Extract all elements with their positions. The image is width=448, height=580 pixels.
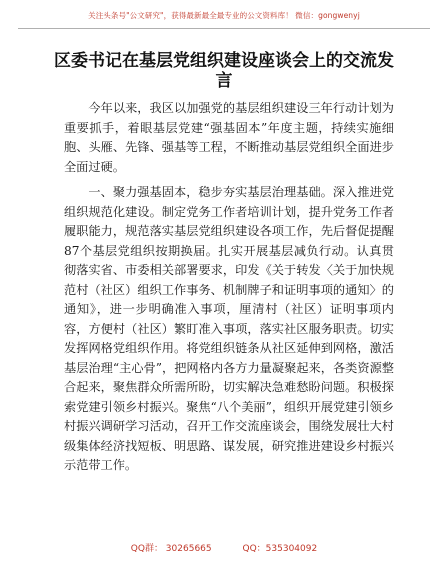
document-title: 区委书记在基层党组织建设座谈会上的交流发言: [54, 51, 394, 91]
footer-qq-group: QQ群： 30265665: [130, 544, 212, 554]
paragraph-section-1: 一、聚力强基固本，稳步夯实基层治理基础。深入推进党组织规范化建设。制定党务工作者培训计划，提升党务工作者履职能力，规范落实基层党组织建设各项工作，先后督促提醒87个基层党组织按期换届。扎实开展基层减负行动。认真贯彻落实省、市委相关部署要求，印发《关于转发〈关于加快规范村（社区）组织工作事务、机制牌子和证明事项的通知〉的通知》，进一步明确准入事项，厘清村（社区）证明事项内容，方便村（社区）繁盯准入事项，落实社区服务职责。切实发挥网格党组织作用。将党组织链条从社区延伸到网格，激活基层治理“主心骨”，把网格内各方力量凝聚起来，各类资源整合起来，聚焦群众所需所盼，切实解决急难愁盼问题。积极探索党建引领乡村振兴。聚焦“八个美丽”，组织开展党建引领乡村振兴调研学习活动，召开工作交流座谈会，围绕发展壮大村级集体经济找短板、明思路、谋发展，研究推进建设乡村振兴示范带工作。: [64, 185, 394, 472]
header-divider: [18, 28, 430, 29]
document-body: [64, 99, 394, 476]
footer-contact: [0, 541, 448, 554]
footer-qq-number: QQ：535304092: [242, 544, 318, 554]
paragraph-intro: 今年以来，我区以加强党的基层组织建设三年行动计划为重要抓手，着眼基层党建“强基固本”年度主题，持续实施细胞、头雁、先锋、强基等工程，不断推动基层党组织全面进步全面过硬。: [64, 101, 394, 174]
header-notice: 关注头条号"公文研究"，获得最新最全最专业的公文资料库！ 微信：gongwenyj: [88, 11, 360, 20]
